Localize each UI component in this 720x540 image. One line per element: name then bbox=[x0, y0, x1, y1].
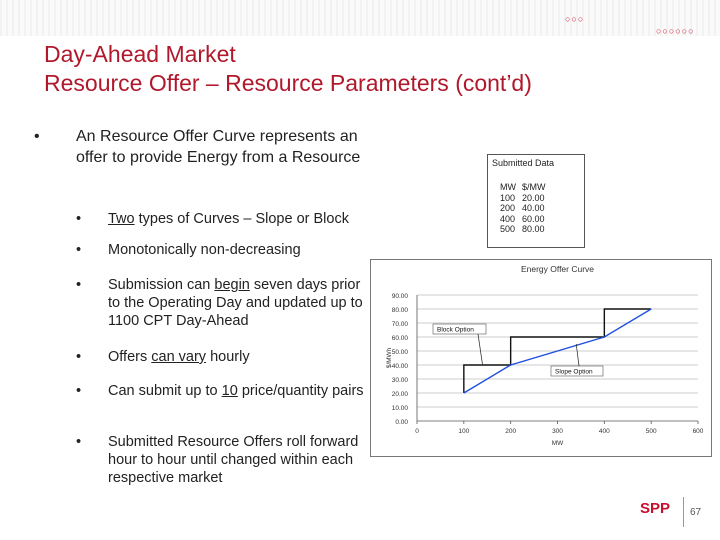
y-tick-label: 20.00 bbox=[391, 391, 408, 398]
offer-curve-chart bbox=[370, 259, 712, 457]
annotation-pointer-slope bbox=[576, 344, 579, 366]
sub-bullet-4-text-a: Offers bbox=[108, 349, 152, 365]
annotation-label-slope: Slope Option bbox=[555, 368, 593, 376]
sub-bullet-3-underlined: begin bbox=[214, 277, 250, 293]
bullet-dot: • bbox=[76, 349, 82, 365]
sub-bullet-2 bbox=[76, 241, 378, 259]
x-tick-label: 500 bbox=[645, 428, 657, 435]
annotation-pointer-block bbox=[478, 334, 483, 365]
sub-bullet-5-underlined: 10 bbox=[221, 383, 238, 399]
table-row bbox=[500, 224, 552, 235]
sub-bullet-1-underlined: Two bbox=[108, 211, 135, 227]
slide-title bbox=[44, 40, 532, 98]
bullet-dot: • bbox=[76, 211, 82, 227]
cell-price: 60.00 bbox=[522, 213, 545, 224]
bullet-dot: • bbox=[76, 277, 82, 293]
sub-bullet-3-text-a: Submission can bbox=[108, 277, 215, 293]
sub-bullet-4-text-b: hourly bbox=[206, 349, 250, 365]
spp-logo: SPP bbox=[640, 500, 671, 517]
offer-curve-chart-svg bbox=[371, 260, 711, 456]
y-tick-label: 90.00 bbox=[391, 293, 408, 300]
y-tick-label: 50.00 bbox=[391, 349, 408, 356]
y-tick-label: 80.00 bbox=[391, 307, 408, 314]
y-tick-label: 40.00 bbox=[391, 363, 408, 370]
y-tick-label: 60.00 bbox=[391, 335, 408, 342]
sub-bullet-5-text-a: Can submit up to bbox=[108, 383, 222, 399]
submitted-data-box bbox=[487, 154, 585, 248]
x-tick-label: 600 bbox=[692, 428, 704, 435]
table-header-row bbox=[500, 182, 552, 193]
x-tick-label: 100 bbox=[458, 428, 470, 435]
sub-bullet-6-text: Submitted Resource Offers roll forward hour to hour until changed within each respective market bbox=[108, 434, 359, 486]
header-band bbox=[0, 0, 720, 36]
x-tick-label: 400 bbox=[598, 428, 610, 435]
x-axis-label: MW bbox=[551, 440, 564, 447]
sub-bullet-5-text-b: price/quantity pairs bbox=[237, 383, 364, 399]
sub-bullet-1-text: types of Curves – Slope or Block bbox=[134, 211, 349, 227]
submitted-data-table bbox=[500, 182, 552, 235]
main-bullet-text: An Resource Offer Curve represents an offer to provide Energy from a Resource bbox=[76, 128, 361, 166]
footer-divider bbox=[683, 497, 684, 527]
table-row bbox=[500, 214, 552, 225]
sub-bullet-5 bbox=[76, 382, 370, 400]
sub-bullet-4 bbox=[76, 348, 378, 366]
cell-mw: 200 bbox=[500, 203, 516, 213]
title-line-1: Day-Ahead Market bbox=[44, 41, 236, 67]
sub-bullet-4-underlined: can vary bbox=[151, 349, 207, 365]
y-tick-label: 10.00 bbox=[391, 405, 408, 412]
x-tick-label: 200 bbox=[505, 428, 517, 435]
cell-mw: 100 bbox=[500, 192, 516, 203]
table-row bbox=[500, 203, 552, 214]
bullet-dot: • bbox=[76, 434, 82, 450]
sub-bullet-2-text: Monotonically non-decreasing bbox=[108, 242, 301, 258]
column-header-price: $/MW bbox=[522, 182, 546, 192]
bullet-dot: • bbox=[76, 242, 82, 258]
cell-price: 80.00 bbox=[522, 224, 545, 234]
cell-mw: 500 bbox=[500, 224, 516, 234]
chart-title: Energy Offer Curve bbox=[520, 264, 595, 274]
y-axis-label: $/MWh bbox=[386, 347, 393, 369]
column-header-mw: MW bbox=[500, 182, 516, 192]
x-tick-label: 300 bbox=[552, 428, 563, 435]
y-tick-label: 0.00 bbox=[395, 419, 408, 426]
sub-bullet-3 bbox=[76, 276, 370, 330]
page-number: 67 bbox=[690, 507, 702, 518]
decor-dots-top: ○○○ bbox=[565, 14, 585, 24]
bullet-dot: • bbox=[34, 128, 40, 145]
submitted-data-title: Submitted Data bbox=[492, 158, 555, 168]
bullet-dot: • bbox=[76, 383, 82, 399]
title-line-2: Resource Offer – Resource Parameters (cont’d) bbox=[44, 70, 532, 96]
y-tick-label: 30.00 bbox=[391, 377, 408, 384]
sub-bullet-6 bbox=[76, 433, 370, 487]
x-tick-label: 0 bbox=[415, 428, 419, 435]
cell-price: 20.00 bbox=[522, 192, 545, 203]
decor-dots-right: ○○○○○○ bbox=[656, 26, 695, 36]
annotation-label-block: Block Option bbox=[437, 326, 474, 334]
sub-bullet-3-text-b: seven days prior to the Operating Day and updated up to 1100 CPT Day-Ahead bbox=[108, 277, 363, 329]
sub-bullet-1 bbox=[76, 210, 378, 228]
y-tick-label: 70.00 bbox=[391, 321, 408, 328]
table-row bbox=[500, 193, 552, 204]
cell-mw: 400 bbox=[500, 213, 516, 224]
cell-price: 40.00 bbox=[522, 203, 545, 213]
